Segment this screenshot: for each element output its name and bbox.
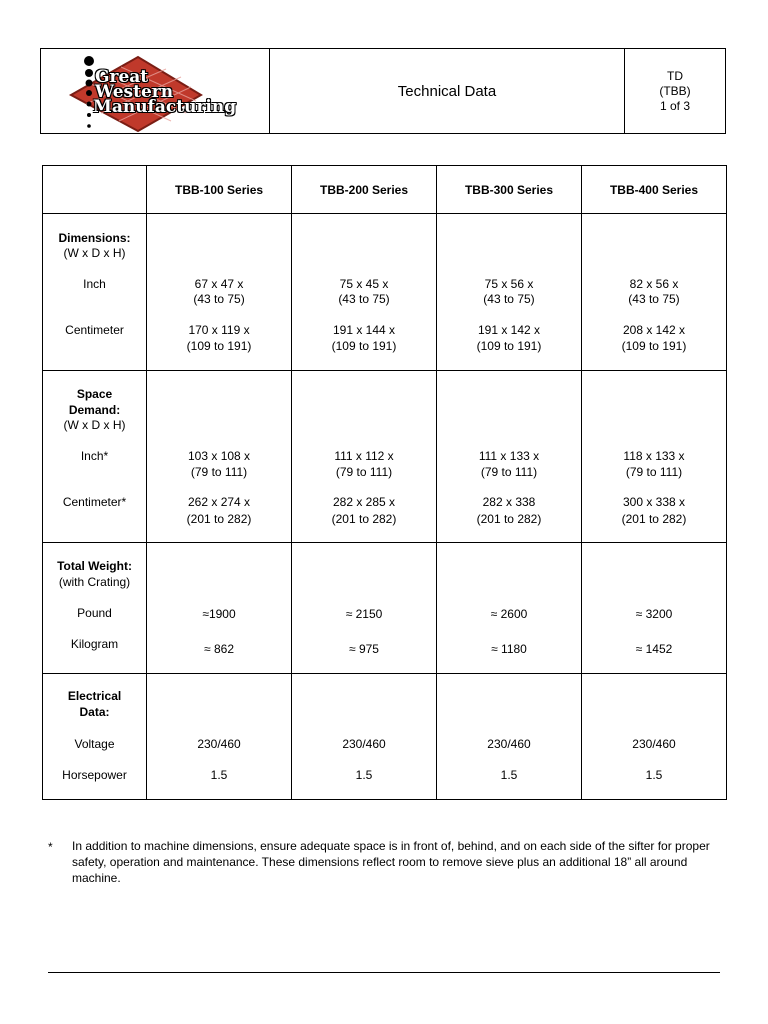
cell-value: (109 to 191) xyxy=(621,339,687,353)
row-sublabel: (with Crating) xyxy=(58,575,131,589)
table-cell xyxy=(292,214,437,371)
table-cell xyxy=(581,371,726,543)
row-label-cell xyxy=(43,371,147,543)
cell-value: 67 x 47 x xyxy=(194,277,244,291)
document-header xyxy=(40,48,726,134)
unit-label: Centimeter xyxy=(65,323,124,337)
cell-value: (201 to 282) xyxy=(186,512,252,526)
table-row-electrical xyxy=(43,674,727,800)
unit-label: Pound xyxy=(77,606,112,620)
cell-value: 111 x 133 x xyxy=(478,449,540,463)
table-cell xyxy=(581,214,726,371)
unit-label: Inch* xyxy=(80,449,109,463)
spec-table xyxy=(42,165,727,800)
cell-value: (43 to 75) xyxy=(338,292,390,306)
cell-value: ≈ 862 xyxy=(204,642,234,656)
column-header: TBB-100 Series xyxy=(147,166,292,214)
row-sublabel: (W x D x H) xyxy=(63,246,126,260)
cell-value: 75 x 56 x xyxy=(484,277,534,291)
unit-label: Kilogram xyxy=(70,637,119,651)
cell-value: 1.5 xyxy=(355,768,373,782)
footer-divider xyxy=(48,972,720,973)
unit-label: Horsepower xyxy=(62,768,127,782)
row-label: Data: xyxy=(79,705,110,719)
cell-value: ≈ 2150 xyxy=(345,607,383,621)
table-row-space-demand xyxy=(43,371,727,543)
cell-value: ≈ 3200 xyxy=(635,607,673,621)
cell-value: 103 x 108 x xyxy=(188,449,251,463)
cell-value: ≈ 975 xyxy=(349,642,379,656)
unit-label: Centimeter* xyxy=(62,495,127,509)
column-header: TBB-300 Series xyxy=(437,166,582,214)
cell-value: ≈ 1180 xyxy=(491,642,527,656)
cell-value: 1.5 xyxy=(500,768,518,782)
table-cell xyxy=(437,543,582,674)
cell-value: 282 x 285 x xyxy=(332,495,396,509)
company-logo xyxy=(41,49,270,133)
doc-code-line-3: 1 of 3 xyxy=(659,98,691,113)
cell-value: 1.5 xyxy=(210,768,228,782)
table-cell xyxy=(437,371,582,543)
table-cell xyxy=(581,543,726,674)
table-cell xyxy=(147,674,292,800)
cell-value: (109 to 191) xyxy=(186,339,252,353)
cell-value: 118 x 133 x xyxy=(623,449,685,463)
cell-value: ≈ 2600 xyxy=(490,607,528,621)
logo-line-3: Manufacturing xyxy=(93,97,237,117)
unit-label: Voltage xyxy=(74,737,115,751)
table-row-total-weight xyxy=(43,543,727,674)
cell-value: (79 to 111) xyxy=(480,465,538,479)
row-label: Demand: xyxy=(68,403,121,417)
cell-value: (79 to 111) xyxy=(190,465,248,479)
cell-value: 191 x 144 x xyxy=(332,323,396,337)
cell-value: (43 to 75) xyxy=(628,292,680,306)
cell-value: 230/460 xyxy=(632,737,676,751)
document-code xyxy=(625,49,725,133)
table-cell xyxy=(437,214,582,371)
row-label: Total Weight: xyxy=(57,559,132,573)
cell-value: (43 to 75) xyxy=(483,292,535,306)
cell-value: (109 to 191) xyxy=(331,339,397,353)
doc-code-line-1: TD xyxy=(667,68,683,83)
header-empty-cell xyxy=(43,166,147,214)
column-header: TBB-400 Series xyxy=(581,166,726,214)
table-cell xyxy=(437,674,582,800)
cell-value: ≈ 1452 xyxy=(635,642,673,656)
cell-value: (79 to 111) xyxy=(625,465,683,479)
table-cell xyxy=(147,371,292,543)
logo-line-1: Great xyxy=(95,67,149,87)
table-cell xyxy=(147,543,292,674)
cell-value: (201 to 282) xyxy=(331,512,397,526)
doc-code-line-2: (TBB) xyxy=(659,83,691,98)
table-header-row xyxy=(43,166,727,214)
footnote-text: In addition to machine dimensions, ensure adequate space is in front of, behind, and on each side of the sifter for proper safety, operation and maintenance. These dimensions reflect room to remove sieve plus an additional 18” all around machine. xyxy=(72,839,710,885)
row-label: Space xyxy=(76,387,113,401)
table-row-dimensions xyxy=(43,214,727,371)
document-title: Technical Data xyxy=(270,49,625,133)
cell-value: (109 to 191) xyxy=(476,339,542,353)
cell-value: 170 x 119 x xyxy=(188,323,250,337)
cell-value: 75 x 45 x xyxy=(339,277,389,291)
cell-value: 208 x 142 x xyxy=(622,323,686,337)
row-sublabel: (W x D x H) xyxy=(63,418,126,432)
cell-value: 1.5 xyxy=(645,768,663,782)
cell-value: 230/460 xyxy=(197,737,241,751)
cell-value: 230/460 xyxy=(342,737,386,751)
table-cell xyxy=(292,543,437,674)
cell-value: (79 to 111) xyxy=(335,465,393,479)
cell-value: 191 x 142 x xyxy=(477,323,541,337)
cell-value: 230/460 xyxy=(487,737,531,751)
footnote-marker: * xyxy=(48,840,53,854)
cell-value: (201 to 282) xyxy=(621,512,687,526)
table-cell xyxy=(292,674,437,800)
row-label: Electrical xyxy=(67,689,122,703)
unit-label: Inch xyxy=(83,277,106,291)
row-label: Dimensions: xyxy=(58,231,131,245)
row-label-cell xyxy=(43,214,147,371)
table-cell xyxy=(581,674,726,800)
cell-value: (43 to 75) xyxy=(193,292,245,306)
cell-value: 262 x 274 x xyxy=(188,495,251,509)
cell-value: (201 to 282) xyxy=(476,512,542,526)
cell-value: 82 x 56 x xyxy=(629,277,679,291)
table-cell xyxy=(147,214,292,371)
cell-value: 300 x 338 x xyxy=(622,495,686,509)
cell-value: ≈1900 xyxy=(202,607,236,621)
table-cell xyxy=(292,371,437,543)
row-label-cell xyxy=(43,543,147,674)
column-header: TBB-200 Series xyxy=(292,166,437,214)
logo-line-2: Western xyxy=(95,82,174,102)
cell-value: 282 x 338 xyxy=(482,495,536,509)
cell-value: 111 x 112 x xyxy=(334,449,394,463)
row-label-cell xyxy=(43,674,147,800)
